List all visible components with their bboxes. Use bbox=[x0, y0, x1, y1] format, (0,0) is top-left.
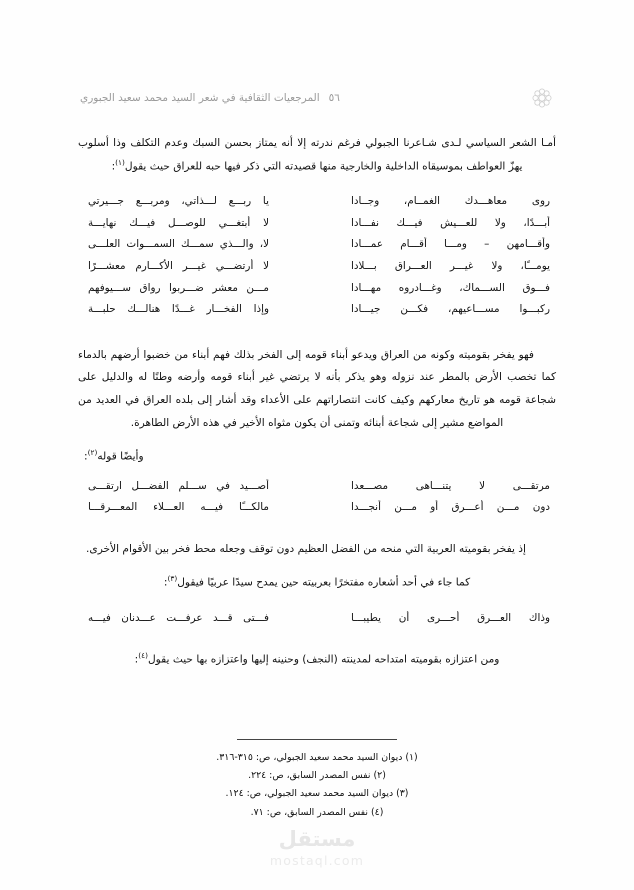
page-number: ٥٦ bbox=[328, 92, 340, 104]
hemistich-second bbox=[317, 259, 556, 275]
watermark-arabic-text: مستقل bbox=[278, 827, 356, 851]
hemistich-first bbox=[78, 611, 317, 627]
paragraph-4-text: كما جاء في أحد أشعاره مفتخرًا بعربيته حين يمدح سيدًا عربيًا فيقول bbox=[177, 577, 471, 590]
footnote-ref-1: (١) bbox=[115, 157, 125, 167]
hemistich-text: يومـــًا، ولا غيـــر العـــراق بـــلادا bbox=[351, 259, 550, 272]
hemistich-text: فـــوق الســـماك، وغـــادروه مهـــادا bbox=[351, 281, 550, 294]
footnotes-section bbox=[78, 739, 556, 822]
hemistich-first bbox=[78, 479, 317, 495]
hemistich-first bbox=[78, 216, 317, 232]
poem-line bbox=[78, 259, 556, 275]
poem-2-introduction bbox=[78, 446, 556, 468]
header-title-group bbox=[80, 92, 340, 104]
hemistich-text: وأقـــامهن – ومـــا أقـــام عمـــادا bbox=[351, 238, 550, 251]
poem-block-1 bbox=[78, 194, 556, 318]
watermark-latin-text: mostaql.com bbox=[269, 853, 365, 868]
footnote-separator bbox=[78, 739, 556, 749]
poem-2-intro-colon: : bbox=[84, 450, 88, 463]
hemistich-second bbox=[317, 302, 556, 318]
poem-line bbox=[78, 611, 556, 627]
footnote-ref-4: (٤) bbox=[138, 651, 148, 661]
poem-block-2 bbox=[78, 479, 556, 516]
flower-rosette-icon bbox=[530, 86, 554, 110]
poem-line bbox=[78, 479, 556, 495]
hemistich-text: روى معاهـــدك الغمــام، وجــادا bbox=[351, 195, 550, 208]
hemistich-first bbox=[78, 194, 317, 210]
footnote-ref-2: (٢) bbox=[87, 447, 98, 457]
poem-line bbox=[78, 500, 556, 516]
footnote-item: (٣) ديوان السيد محمد سعيد الجبولي، ص: ١٢٤. bbox=[225, 788, 409, 800]
hemistich-text: مـــن معشر ضـــربوا رواق ســـيوفهم bbox=[88, 281, 269, 294]
hemistich-second bbox=[317, 611, 556, 627]
footnote-item: (٢) نفس المصدر السابق، ص: ٢٢٤. bbox=[248, 770, 386, 782]
paragraph-1-colon: : bbox=[111, 160, 116, 173]
poem-2-intro-text: وأيضًا قوله bbox=[97, 450, 144, 463]
hemistich-second bbox=[317, 216, 556, 232]
paragraph-arab-identity-pride: إذ يفخر بقوميته العربية التي منحه من الفضل العظيم دون توقف وجعله محط فخر بين الأقوام الأخرى. bbox=[86, 542, 526, 555]
hemistich-second bbox=[317, 500, 556, 516]
paragraph-intro-political-poetry bbox=[78, 132, 556, 178]
paragraph-5-text: ومن اعتزازه بقوميته امتداحه لمدينته (النجف) وحنينه إليها واعتزازه بها حيث يقول bbox=[147, 653, 500, 666]
hemistich-second bbox=[317, 281, 556, 297]
hemistich-text: لا أبتغـــي للوصـــل فيـــك نهايـــة bbox=[88, 216, 269, 229]
poem-line bbox=[78, 216, 556, 232]
footnote-ref-3: (٣) bbox=[167, 574, 178, 584]
page-header bbox=[80, 84, 554, 112]
poem-line bbox=[78, 281, 556, 297]
hemistich-second bbox=[317, 194, 556, 210]
hemistich-text: يا ربـــع لـــذاتي، ومربـــع جـــيرتي bbox=[88, 195, 269, 208]
hemistich-second bbox=[317, 479, 556, 495]
hemistich-first bbox=[78, 259, 317, 275]
hemistich-second bbox=[317, 237, 556, 253]
hemistich-text: ركبـــوا مســـاعيهم، فكـــن جيـــادا bbox=[351, 303, 550, 316]
hemistich-text: وذاك العـــرق أحـــرى أن يطيبـــا bbox=[351, 611, 550, 624]
poem-line bbox=[78, 194, 556, 210]
hemistich-text: مرتقـــى لا يتنـــاهى مصـــعدا bbox=[351, 479, 550, 492]
paragraph-commentary-nationalism: فهو يفخر بقوميته وكونه من العراق ويدعو أبناء قومه إلى الفخر بذلك فهم أبناء من خضبوا أرضهم بالدماء كما تخصب الأرض بالمطر عند نزوله وهو يذكر بأنه لا يرتضي غير أبناء قومه وأرضه وطنًا له والدليل على شجاعة قومه هو تاريخ معاركهم وكيف كانت انتصاراتهم على الأعداء وقد أشار إلى بلده العراق في العديد من المواضع مشير إلى شجاعة أبنائه وتمنى أن يكون مثواه الأخير في هذه الأرض الطاهرة. bbox=[78, 348, 556, 430]
hemistich-text: أبـــدًا، ولا للعـــيش فيـــك نفـــادا bbox=[351, 216, 550, 229]
hemistich-text: لا أرتضـــي غيـــر الأكـــارم معشـــرًا bbox=[88, 259, 269, 272]
footnote-item: (٤) نفس المصدر السابق، ص: ٧١. bbox=[250, 806, 384, 818]
hemistich-text: دون مـــن أعـــرق أو مـــن أنجـــدا bbox=[351, 501, 550, 514]
poem-line bbox=[78, 302, 556, 318]
hemistich-text: أصـــيد في ســـلم الفضـــل ارتقـــى bbox=[88, 479, 269, 492]
poem-line bbox=[78, 237, 556, 253]
hemistich-first bbox=[78, 302, 317, 318]
hemistich-text: فـــتى قـــد عرفـــت عـــدنان فيـــه bbox=[88, 611, 269, 624]
page-content bbox=[78, 132, 556, 672]
poem-block-3 bbox=[78, 611, 556, 627]
paragraph-5-colon: : bbox=[134, 653, 139, 666]
hemistich-text: مالكـــًا فيـــه العـــلاء المعـــرقـــا bbox=[88, 501, 269, 514]
footnote-item: (١) ديوان السيد محمد سعيد الجبولي، ص: ٣١٥-٣١٦. bbox=[216, 751, 418, 763]
paragraph-4-colon: : bbox=[163, 577, 168, 590]
hemistich-text: وإذا الفخـــار غـــدًا هنالـــك حلبـــة bbox=[88, 303, 269, 316]
mostaql-watermark bbox=[0, 827, 634, 868]
hemistich-first bbox=[78, 237, 317, 253]
hemistich-first bbox=[78, 500, 317, 516]
paragraph-praising-arab-lord bbox=[78, 571, 556, 594]
hemistich-text: لا، والـــذي سمـــك السمـــوات العلـــى bbox=[88, 238, 269, 251]
running-title: المرجعيات الثقافية في شعر السيد محمد سعيد الجبوري bbox=[80, 92, 320, 104]
hemistich-first bbox=[78, 281, 317, 297]
paragraph-1-text: أمـا الشعر السياسي لـدى شـاعرنا الجبولي فرغم ندرته إلا أنه يمتاز بحسن السبك وعدم التكلف وذا أسلوب يهزّ العواطف بموسيقاه الداخلية والخارجية منها قصيدته التي ذكر فيها حبه للعراق حيث يقول bbox=[78, 137, 556, 173]
paragraph-najaf-city-pride bbox=[78, 648, 556, 671]
